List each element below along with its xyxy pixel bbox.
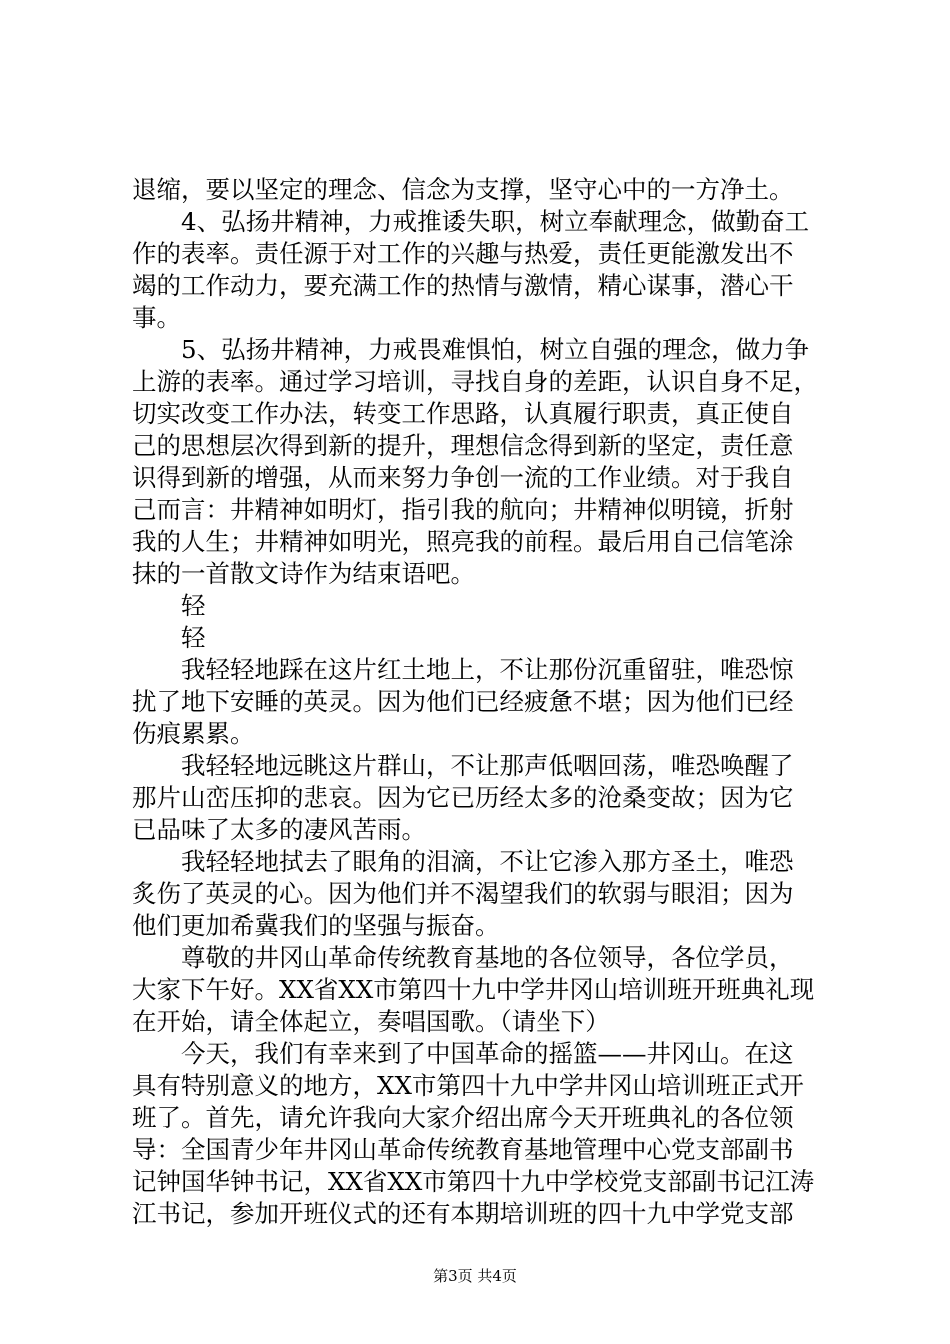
poem-title-line: 轻 [181, 591, 206, 620]
text-line: 导：全国青少年井冈山革命传统教育基地管理中心党支部副书 [132, 1135, 794, 1164]
page-number-footer: 第3页 共4页 [433, 1267, 517, 1285]
text-line: 事。 [132, 303, 181, 332]
text-line: 抹的一首散文诗作为结束语吧。 [132, 559, 475, 588]
text-line: 4、弘扬井精神，力戒推诿失职，树立奉献理念，做勤奋工 [181, 207, 810, 236]
text-line: 我轻轻地拭去了眼角的泪滴，不让它渗入那方圣土，唯恐 [181, 847, 794, 876]
text-line: 已品味了太多的凄风苦雨。 [132, 815, 426, 844]
text-line: 扰了地下安睡的英灵。因为他们已经疲惫不堪；因为他们已经 [132, 687, 794, 716]
document-body [132, 174, 832, 1230]
text-line: 江书记，参加开班仪式的还有本期培训班的四十九中学党支部 [132, 1199, 794, 1228]
text-line: 班了。首先，请允许我向大家介绍出席今天开班典礼的各位领 [132, 1103, 794, 1132]
text-line: 己而言：井精神如明灯，指引我的航向；井精神似明镜，折射 [132, 495, 794, 524]
text-line: 5、弘扬井精神，力戒畏难惧怕，树立自强的理念，做力争 [181, 335, 810, 364]
text-line: 我轻轻地踩在这片红土地上，不让那份沉重留驻，唯恐惊 [181, 655, 794, 684]
text-line: 今天，我们有幸来到了中国革命的摇篮——井冈山。在这 [181, 1039, 794, 1068]
text-line: 他们更加希冀我们的坚强与振奋。 [132, 911, 500, 940]
text-line: 己的思想层次得到新的提升，理想信念得到新的坚定，责任意 [132, 431, 794, 460]
text-line: 我的人生；井精神如明光，照亮我的前程。最后用自己信笔涂 [132, 527, 794, 556]
poem-title-line: 轻 [181, 623, 206, 652]
text-line: 作的表率。责任源于对工作的兴趣与热爱，责任更能激发出不 [132, 239, 794, 268]
text-line: 那片山峦压抑的悲哀。因为它已历经太多的沧桑变故；因为它 [132, 783, 794, 812]
text-line: 炙伤了英灵的心。因为他们并不渴望我们的软弱与眼泪；因为 [132, 879, 794, 908]
text-line: 伤痕累累。 [132, 719, 255, 748]
text-line: 退缩，要以坚定的理念、信念为支撑，坚守心中的一方净土。 [132, 175, 794, 204]
text-line: 我轻轻地远眺这片群山，不让那声低咽回荡，唯恐唤醒了 [181, 751, 794, 780]
text-line: 上游的表率。通过学习培训，寻找自身的差距，认识自身不足， [132, 367, 818, 396]
text-line: 尊敬的井冈山革命传统教育基地的各位领导，各位学员， [181, 943, 794, 972]
text-line: 切实改变工作办法，转变工作思路，认真履行职责，真正使自 [132, 399, 794, 428]
text-line: 记钟国华钟书记，XX省XX市第四十九中学校党支部副书记江涛 [132, 1167, 815, 1196]
text-line: 识得到新的增强，从而来努力争创一流的工作业绩。对于我自 [132, 463, 794, 492]
text-line: 在开始，请全体起立，奏唱国歌。（请坐下） [132, 1007, 610, 1036]
text-line: 大家下午好。XX省XX市第四十九中学井冈山培训班开班典礼现 [132, 975, 815, 1004]
text-line: 具有特别意义的地方，XX市第四十九中学井冈山培训班正式开 [132, 1071, 804, 1100]
text-line: 竭的工作动力，要充满工作的热情与激情，精心谋事，潜心干 [132, 271, 794, 300]
